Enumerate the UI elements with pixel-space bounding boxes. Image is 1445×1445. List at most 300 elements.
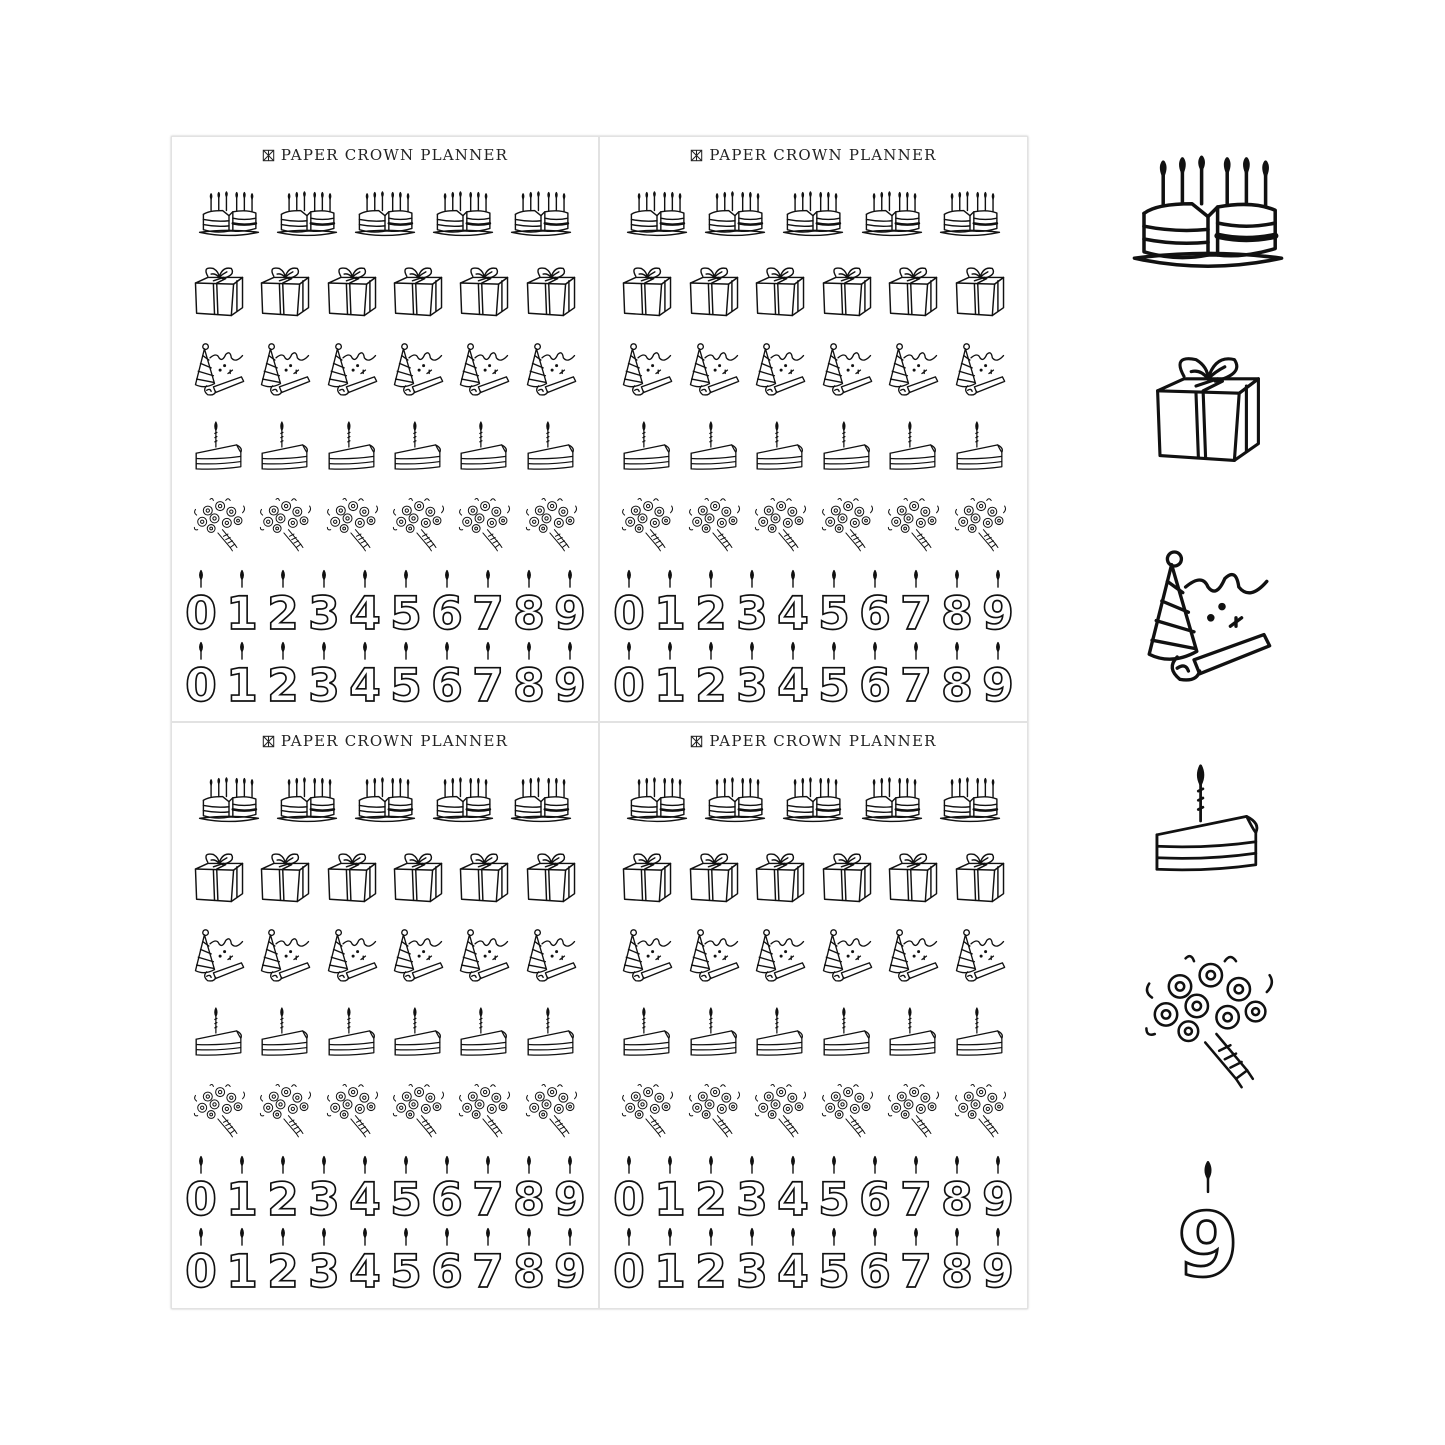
- candle-digit: 7: [900, 1172, 933, 1219]
- candle-digit: 4: [348, 1244, 381, 1291]
- number-candle-icon: [815, 569, 853, 633]
- gift-box-icon: [390, 849, 446, 907]
- gift-box-icon: [456, 849, 512, 907]
- gift-box-icon: [324, 849, 380, 907]
- candle-digit: 2: [694, 1172, 727, 1219]
- candle-digit: 8: [941, 1244, 974, 1291]
- number-candle-icon: [551, 569, 589, 633]
- flower-bouquet-icon: [324, 1079, 380, 1141]
- candle-digit: 8: [512, 1244, 545, 1291]
- sticker-row-gift-box: [600, 849, 1027, 907]
- candle-digit: 6: [430, 1244, 463, 1291]
- party-hat-icon: [686, 337, 742, 401]
- candle-digit: 3: [735, 1244, 768, 1291]
- number-candle-icon: [264, 1155, 302, 1219]
- sheet-header: [600, 145, 1027, 165]
- party-hat-icon: [752, 337, 808, 401]
- birthday-cake-icon: [938, 191, 1002, 239]
- candle-digit: 5: [818, 1244, 850, 1291]
- number-candle-icon: [979, 569, 1017, 633]
- candle-digit: 6: [430, 586, 463, 633]
- number-candle-icon: [264, 569, 302, 633]
- sticker-row-flower-bouquet: [600, 493, 1027, 555]
- candle-digit: 9: [553, 586, 586, 633]
- sticker-row-gift-box: [172, 263, 598, 321]
- party-hat-icon: [324, 923, 380, 987]
- cake-slice-icon: [754, 1003, 806, 1063]
- cake-slice-icon: [392, 1003, 444, 1063]
- flower-bouquet-icon: [952, 1079, 1008, 1141]
- number-candle-icon: [733, 641, 771, 705]
- birthday-cake-icon: [431, 777, 495, 825]
- candle-digit: 9: [553, 1244, 586, 1291]
- candle-digit: 5: [389, 658, 422, 705]
- number-candle-icon: [610, 569, 648, 633]
- candle-digit: 1: [225, 1244, 258, 1291]
- number-candle-icon: [856, 1227, 894, 1291]
- number-candle-icon: [510, 1227, 548, 1291]
- candle-digit: 0: [184, 658, 217, 705]
- flower-bouquet-icon: [390, 493, 446, 555]
- candle-digit: 5: [389, 1172, 422, 1219]
- candle-digit: 1: [653, 1244, 686, 1291]
- number-candle-icon: [651, 1227, 689, 1291]
- preview-number-candle: [1120, 1160, 1295, 1285]
- number-candle-icon: [510, 641, 548, 705]
- brand-name: PAPER CROWN PLANNER: [709, 146, 937, 164]
- flower-bouquet-icon: [257, 1079, 313, 1141]
- party-hat-icon: [752, 923, 808, 987]
- sticker-row-gift-box: [600, 263, 1027, 321]
- candle-digit: 4: [348, 658, 381, 705]
- party-hat-icon: [456, 923, 512, 987]
- birthday-cake-icon: [703, 777, 767, 825]
- gift-box-icon: [257, 849, 313, 907]
- sticker-row-birthday-cake: [600, 777, 1027, 825]
- party-hat-icon: [686, 923, 742, 987]
- preview-cake-slice: [1120, 752, 1295, 890]
- number-candle-icon: [610, 1155, 648, 1219]
- candle-digit: 5: [818, 586, 850, 633]
- birthday-cake-icon: [509, 191, 573, 239]
- birthday-cake-icon: [275, 777, 339, 825]
- sticker-row-number-candles: [600, 1227, 1027, 1291]
- flower-bouquet-icon: [819, 1079, 875, 1141]
- birthday-cake-icon: [431, 191, 495, 239]
- party-hat-icon: [523, 337, 579, 401]
- candle-digit: 0: [184, 1172, 217, 1219]
- number-candle-icon: [979, 641, 1017, 705]
- candle-digit: 9: [553, 658, 586, 705]
- sticker-row-flower-bouquet: [600, 1079, 1027, 1141]
- flower-bouquet-icon: [619, 1079, 675, 1141]
- number-candle-icon: [510, 569, 548, 633]
- party-hat-icon: [390, 337, 446, 401]
- flower-bouquet-icon: [456, 1079, 512, 1141]
- party-hat-icon: [885, 337, 941, 401]
- candle-digit: 4: [348, 586, 381, 633]
- birthday-cake-icon: [625, 191, 689, 239]
- crown-logo-icon: [690, 735, 703, 748]
- party-hat-icon: [619, 337, 675, 401]
- candle-digit: 1: [225, 586, 258, 633]
- number-candle-icon: [346, 569, 384, 633]
- candle-digit: 0: [612, 1172, 645, 1219]
- number-candle-icon: [815, 1155, 853, 1219]
- number-candle-icon: [182, 641, 220, 705]
- candle-digit: 0: [612, 658, 645, 705]
- sticker-row-cake-slice: [600, 417, 1027, 477]
- gift-box-icon: [819, 263, 875, 321]
- number-candle-icon: [856, 1155, 894, 1219]
- number-candle-icon: [551, 641, 589, 705]
- sticker-sheet-bottom-left: [171, 722, 599, 1309]
- candle-digit: 7: [471, 586, 504, 633]
- crown-logo-icon: [262, 735, 275, 748]
- number-candle-icon: [692, 1227, 730, 1291]
- gift-box-icon: [390, 263, 446, 321]
- cake-slice-icon: [525, 417, 577, 477]
- number-candle-icon: [469, 569, 507, 633]
- number-candle-icon: [469, 1227, 507, 1291]
- cake-slice-icon: [754, 417, 806, 477]
- number-candle-icon: [1173, 1160, 1243, 1285]
- birthday-cake-icon: [353, 777, 417, 825]
- cake-slice-icon: [193, 417, 245, 477]
- candle-digit: 9: [982, 658, 1015, 705]
- candle-digit: 1: [653, 586, 686, 633]
- number-candle-icon: [346, 1155, 384, 1219]
- candle-digit: 2: [694, 586, 727, 633]
- cake-slice-icon: [193, 1003, 245, 1063]
- number-candle-icon: [387, 641, 425, 705]
- flower-bouquet-icon: [686, 1079, 742, 1141]
- candle-digit: 3: [735, 658, 768, 705]
- sticker-row-number-candles: [172, 569, 598, 633]
- candle-digit: 6: [430, 1172, 463, 1219]
- candle-digit: 8: [512, 586, 545, 633]
- cake-slice-icon: [621, 417, 673, 477]
- number-candle-icon: [733, 1155, 771, 1219]
- candle-digit: 2: [266, 1244, 299, 1291]
- cake-slice-icon: [326, 1003, 378, 1063]
- gift-box-icon: [952, 263, 1008, 321]
- candle-digit: 8: [512, 1172, 545, 1219]
- sticker-row-gift-box: [172, 849, 598, 907]
- sticker-sheet-bottom-right: [599, 722, 1028, 1309]
- party-hat-icon: [523, 923, 579, 987]
- gift-box-icon: [686, 263, 742, 321]
- sheet-header: [600, 731, 1027, 751]
- sticker-row-number-candles: [600, 641, 1027, 705]
- number-candle-icon: [346, 641, 384, 705]
- sticker-sheet-top-right: [599, 136, 1028, 722]
- sticker-row-number-candles: [600, 569, 1027, 633]
- crown-logo-icon: [690, 149, 703, 162]
- candle-digit: 1: [225, 1172, 258, 1219]
- number-candle-icon: [610, 641, 648, 705]
- cake-slice-icon: [621, 1003, 673, 1063]
- cake-slice-icon: [821, 417, 873, 477]
- number-candle-icon: [774, 641, 812, 705]
- number-candle-icon: [469, 1155, 507, 1219]
- number-candle-icon: [551, 1155, 589, 1219]
- gift-box-icon: [523, 263, 579, 321]
- flower-bouquet-icon: [619, 493, 675, 555]
- gift-box-icon: [324, 263, 380, 321]
- flower-bouquet-icon: [390, 1079, 446, 1141]
- sheet-header: [172, 731, 598, 751]
- cake-slice-icon: [326, 417, 378, 477]
- crown-logo-icon: [262, 149, 275, 162]
- candle-digit: 5: [818, 1172, 850, 1219]
- candle-digit: 9: [982, 586, 1015, 633]
- candle-digit: 7: [900, 1244, 933, 1291]
- sticker-row-number-candles: [600, 1155, 1027, 1219]
- cake-slice-icon: [259, 417, 311, 477]
- candle-digit: 4: [777, 1172, 809, 1219]
- number-candle-icon: [692, 641, 730, 705]
- number-candle-icon: [223, 1155, 261, 1219]
- party-hat-icon: [952, 337, 1008, 401]
- flower-bouquet-icon: [885, 493, 941, 555]
- number-candle-icon: [428, 1155, 466, 1219]
- cake-slice-icon: [392, 417, 444, 477]
- candle-digit: 1: [653, 1172, 686, 1219]
- number-candle-icon: [938, 1155, 976, 1219]
- cake-slice-icon: [688, 417, 740, 477]
- flower-bouquet-icon: [1138, 945, 1278, 1095]
- gift-box-icon: [686, 849, 742, 907]
- candle-digit: 5: [818, 658, 850, 705]
- sticker-sheet-top-left: [171, 136, 599, 722]
- number-candle-icon: [938, 569, 976, 633]
- flower-bouquet-icon: [686, 493, 742, 555]
- candle-digit: 7: [900, 658, 933, 705]
- candle-digit: 8: [512, 658, 545, 705]
- gift-box-icon: [619, 263, 675, 321]
- candle-digit: 2: [266, 586, 299, 633]
- number-candle-icon: [774, 569, 812, 633]
- sticker-row-party-hat: [172, 337, 598, 401]
- sticker-row-party-hat: [600, 923, 1027, 987]
- number-candle-icon: [897, 1227, 935, 1291]
- candle-digit: 9: [982, 1172, 1015, 1219]
- number-candle-icon: [774, 1155, 812, 1219]
- candle-digit: 2: [694, 658, 727, 705]
- number-candle-icon: [651, 641, 689, 705]
- party-hat-icon: [324, 337, 380, 401]
- preview-cake: [1120, 155, 1295, 275]
- gift-box-icon: [885, 849, 941, 907]
- sticker-row-cake-slice: [600, 1003, 1027, 1063]
- preview-candle-digit: 9: [1176, 1193, 1239, 1285]
- birthday-cake-icon: [703, 191, 767, 239]
- sticker-row-birthday-cake: [172, 191, 598, 239]
- number-candle-icon: [305, 1155, 343, 1219]
- gift-box-icon: [819, 849, 875, 907]
- gift-box-icon: [752, 849, 808, 907]
- candle-digit: 6: [859, 1172, 891, 1219]
- number-candle-icon: [938, 1227, 976, 1291]
- flower-bouquet-icon: [456, 493, 512, 555]
- candle-digit: 0: [184, 586, 217, 633]
- flower-bouquet-icon: [952, 493, 1008, 555]
- number-candle-icon: [428, 1227, 466, 1291]
- candle-digit: 3: [307, 1172, 340, 1219]
- number-candle-icon: [692, 1155, 730, 1219]
- gift-box-icon: [619, 849, 675, 907]
- candle-digit: 8: [941, 1172, 974, 1219]
- candle-digit: 5: [389, 586, 422, 633]
- birthday-cake-icon: [353, 191, 417, 239]
- candle-digit: 7: [900, 586, 933, 633]
- number-candle-icon: [264, 641, 302, 705]
- birthday-cake-icon: [509, 777, 573, 825]
- candle-digit: 1: [653, 658, 686, 705]
- party-hat-icon: [257, 337, 313, 401]
- party-hat-icon: [619, 923, 675, 987]
- flower-bouquet-icon: [191, 1079, 247, 1141]
- gift-box-icon: [752, 263, 808, 321]
- cake-slice-icon: [688, 1003, 740, 1063]
- flower-bouquet-icon: [257, 493, 313, 555]
- number-candle-icon: [733, 1227, 771, 1291]
- party-hat-icon: [257, 923, 313, 987]
- number-candle-icon: [305, 641, 343, 705]
- cake-slice-icon: [954, 1003, 1006, 1063]
- candle-digit: 7: [471, 1244, 504, 1291]
- number-candle-icon: [551, 1227, 589, 1291]
- number-candle-icon: [305, 569, 343, 633]
- sticker-row-number-candles: [172, 641, 598, 705]
- candle-digit: 4: [777, 586, 809, 633]
- sticker-row-party-hat: [600, 337, 1027, 401]
- flower-bouquet-icon: [191, 493, 247, 555]
- number-candle-icon: [346, 1227, 384, 1291]
- number-candle-icon: [815, 641, 853, 705]
- candle-digit: 0: [612, 1244, 645, 1291]
- sticker-row-number-candles: [172, 1155, 598, 1219]
- birthday-cake-icon: [860, 777, 924, 825]
- party-hat-icon: [819, 923, 875, 987]
- candle-digit: 1: [225, 658, 258, 705]
- candle-digit: 3: [307, 1244, 340, 1291]
- number-candle-icon: [510, 1155, 548, 1219]
- number-candle-icon: [774, 1227, 812, 1291]
- number-candle-icon: [979, 1155, 1017, 1219]
- birthday-cake-icon: [938, 777, 1002, 825]
- candle-digit: 6: [859, 658, 891, 705]
- party-hat-icon: [885, 923, 941, 987]
- candle-digit: 4: [348, 1172, 381, 1219]
- number-candle-icon: [610, 1227, 648, 1291]
- sticker-row-cake-slice: [172, 417, 598, 477]
- sticker-row-number-candles: [172, 1227, 598, 1291]
- candle-digit: 0: [184, 1244, 217, 1291]
- party-hat-icon: [191, 923, 247, 987]
- gift-box-icon: [191, 849, 247, 907]
- sticker-row-flower-bouquet: [172, 493, 598, 555]
- candle-digit: 5: [389, 1244, 422, 1291]
- party-hat-icon: [819, 337, 875, 401]
- sheet-header: [172, 145, 598, 165]
- number-candle-icon: [387, 1155, 425, 1219]
- candle-digit: 9: [553, 1172, 586, 1219]
- number-candle-icon: [223, 1227, 261, 1291]
- cake-slice-icon: [887, 1003, 939, 1063]
- number-candle-icon: [182, 569, 220, 633]
- candle-digit: 2: [266, 658, 299, 705]
- number-candle-icon: [223, 641, 261, 705]
- number-candle-icon: [387, 1227, 425, 1291]
- party-hat-icon: [456, 337, 512, 401]
- party-hat-icon: [390, 923, 446, 987]
- gift-box-icon: [952, 849, 1008, 907]
- candle-digit: 3: [735, 586, 768, 633]
- flower-bouquet-icon: [819, 493, 875, 555]
- party-hat-icon: [952, 923, 1008, 987]
- sticker-row-birthday-cake: [600, 191, 1027, 239]
- cake-slice-icon: [458, 417, 510, 477]
- number-candle-icon: [856, 569, 894, 633]
- number-candle-icon: [651, 1155, 689, 1219]
- cake-slice-icon: [954, 417, 1006, 477]
- candle-digit: 7: [471, 658, 504, 705]
- sticker-row-cake-slice: [172, 1003, 598, 1063]
- candle-digit: 3: [307, 586, 340, 633]
- cake-slice-icon: [458, 1003, 510, 1063]
- brand-name: PAPER CROWN PLANNER: [709, 732, 937, 750]
- party-hat-icon: [1138, 545, 1278, 685]
- birthday-cake-icon: [781, 777, 845, 825]
- flower-bouquet-icon: [752, 493, 808, 555]
- number-candle-icon: [264, 1227, 302, 1291]
- number-candle-icon: [651, 569, 689, 633]
- flower-bouquet-icon: [324, 493, 380, 555]
- number-candle-icon: [815, 1227, 853, 1291]
- candle-digit: 7: [471, 1172, 504, 1219]
- candle-digit: 4: [777, 658, 809, 705]
- candle-digit: 8: [941, 658, 974, 705]
- gift-box-icon: [257, 263, 313, 321]
- birthday-cake-icon: [781, 191, 845, 239]
- number-candle-icon: [897, 641, 935, 705]
- candle-digit: 0: [612, 586, 645, 633]
- gift-box-icon: [523, 849, 579, 907]
- preview-gift: [1120, 345, 1295, 475]
- number-candle-icon: [938, 641, 976, 705]
- cake-slice-icon: [525, 1003, 577, 1063]
- flower-bouquet-icon: [752, 1079, 808, 1141]
- number-candle-icon: [182, 1155, 220, 1219]
- flower-bouquet-icon: [523, 1079, 579, 1141]
- birthday-cake-icon: [860, 191, 924, 239]
- number-candle-icon: [856, 641, 894, 705]
- birthday-cake-icon: [197, 777, 261, 825]
- flower-bouquet-icon: [523, 493, 579, 555]
- flower-bouquet-icon: [885, 1079, 941, 1141]
- sticker-row-birthday-cake: [172, 777, 598, 825]
- birthday-cake-icon: [197, 191, 261, 239]
- number-candle-icon: [428, 641, 466, 705]
- candle-digit: 8: [941, 586, 974, 633]
- number-candle-icon: [897, 1155, 935, 1219]
- number-candle-icon: [428, 569, 466, 633]
- number-candle-icon: [305, 1227, 343, 1291]
- sticker-row-party-hat: [172, 923, 598, 987]
- gift-box-icon: [191, 263, 247, 321]
